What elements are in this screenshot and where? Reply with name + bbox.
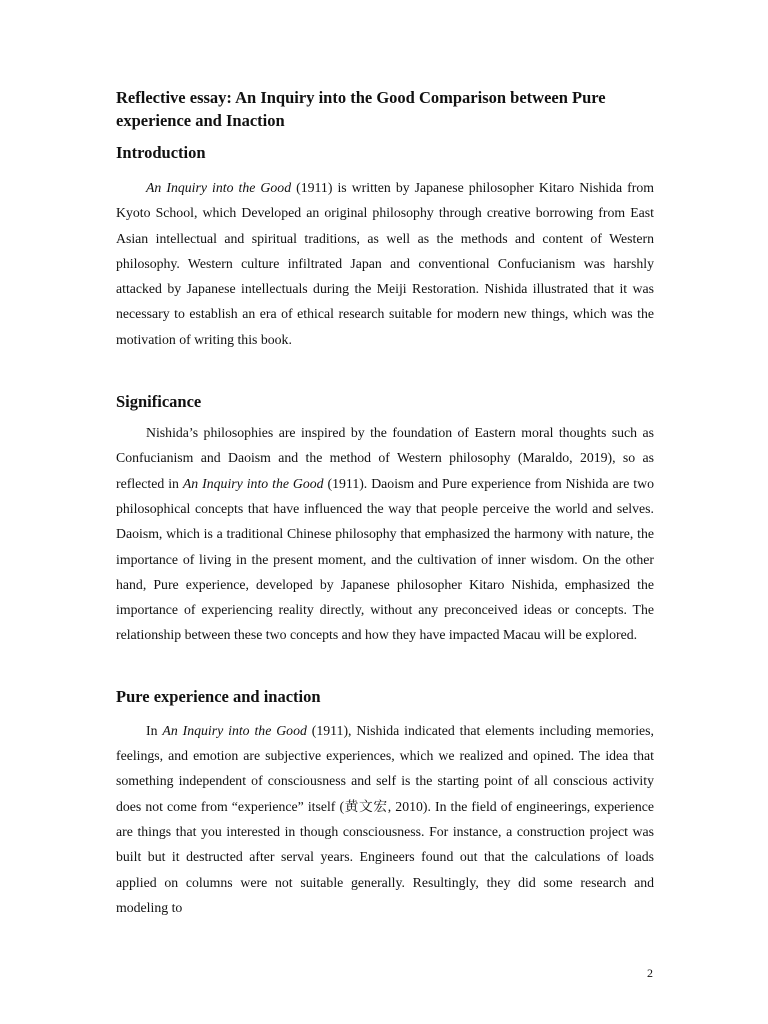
paragraph-text: Nishida’s philosophies are inspired by the foundation of Eastern moral thoughts such as Confucianism and Daoism and the method of Western philosophy (Maraldo, 2019), so as reflected in	[116, 425, 654, 491]
paragraph-pure-experience	[116, 718, 654, 920]
document-page	[116, 86, 654, 920]
paragraph-text: (1911), Nishida indicated that elements including memories, feelings, and emotion are subjective experiences, which we realized and opined. The idea that something independent of consciousness and self is the starting point of all conscious activity does not come from “experience” itself (黄文宏, 2010). In the field of engineerings, experience are things that you interested in though consciousness. For instance, a construction project was built but it destructed after serval years. Engineers found out that the calculations of loads applied on columns were not suitable generally. Resultingly, they did some research and modeling to	[116, 722, 655, 915]
page-number: 2	[647, 966, 653, 980]
book-title-italic: An Inquiry into the Good	[182, 475, 324, 491]
book-title-italic: An Inquiry into the Good	[146, 180, 292, 195]
book-title-italic: An Inquiry into the Good	[162, 722, 307, 738]
paragraph-text: (1911). Daoism and Pure experience from Nishida are two philosophical concepts that have influenced the way that people perceive the world and selves. Daoism, which is a traditional Chinese philosophy that emphasized the harmony with nature, the importance of living in the present moment, and the cultivation of inner wisdom. On the other hand, Pure experience, developed by Japanese philosopher Kitaro Nishida, emphasized the importance of experiencing reality directly, without any preconceived ideas or concepts. The relationship between these two concepts and how they have impacted Macau will be explored.	[116, 475, 654, 643]
document-title: Reflective essay: An Inquiry into the Good Comparison between Pure experience and Inaction	[116, 88, 606, 130]
paragraph-text: In	[146, 722, 163, 738]
section-heading-introduction: Introduction	[116, 143, 206, 162]
paragraph-introduction	[116, 175, 654, 352]
paragraph-significance	[116, 420, 654, 648]
paragraph-text: (1911) is written by Japanese philosopher Kitaro Nishida from Kyoto School, which Developed an original philosophy through creative borrowing from East Asian intellectual and spiritual traditions, as well as the methods and content of Western philosophy. Western culture infiltrated Japan and conventional Confucianism was harshly attacked by Japanese intellectuals during the Meiji Restoration. Nishida illustrated that it was necessary to establish an era of ethical research suitable for modern new things, which was the motivation of writing this book.	[116, 180, 654, 347]
section-heading-pure-experience: Pure experience and inaction	[116, 686, 321, 706]
section-heading-significance: Significance	[116, 392, 202, 412]
